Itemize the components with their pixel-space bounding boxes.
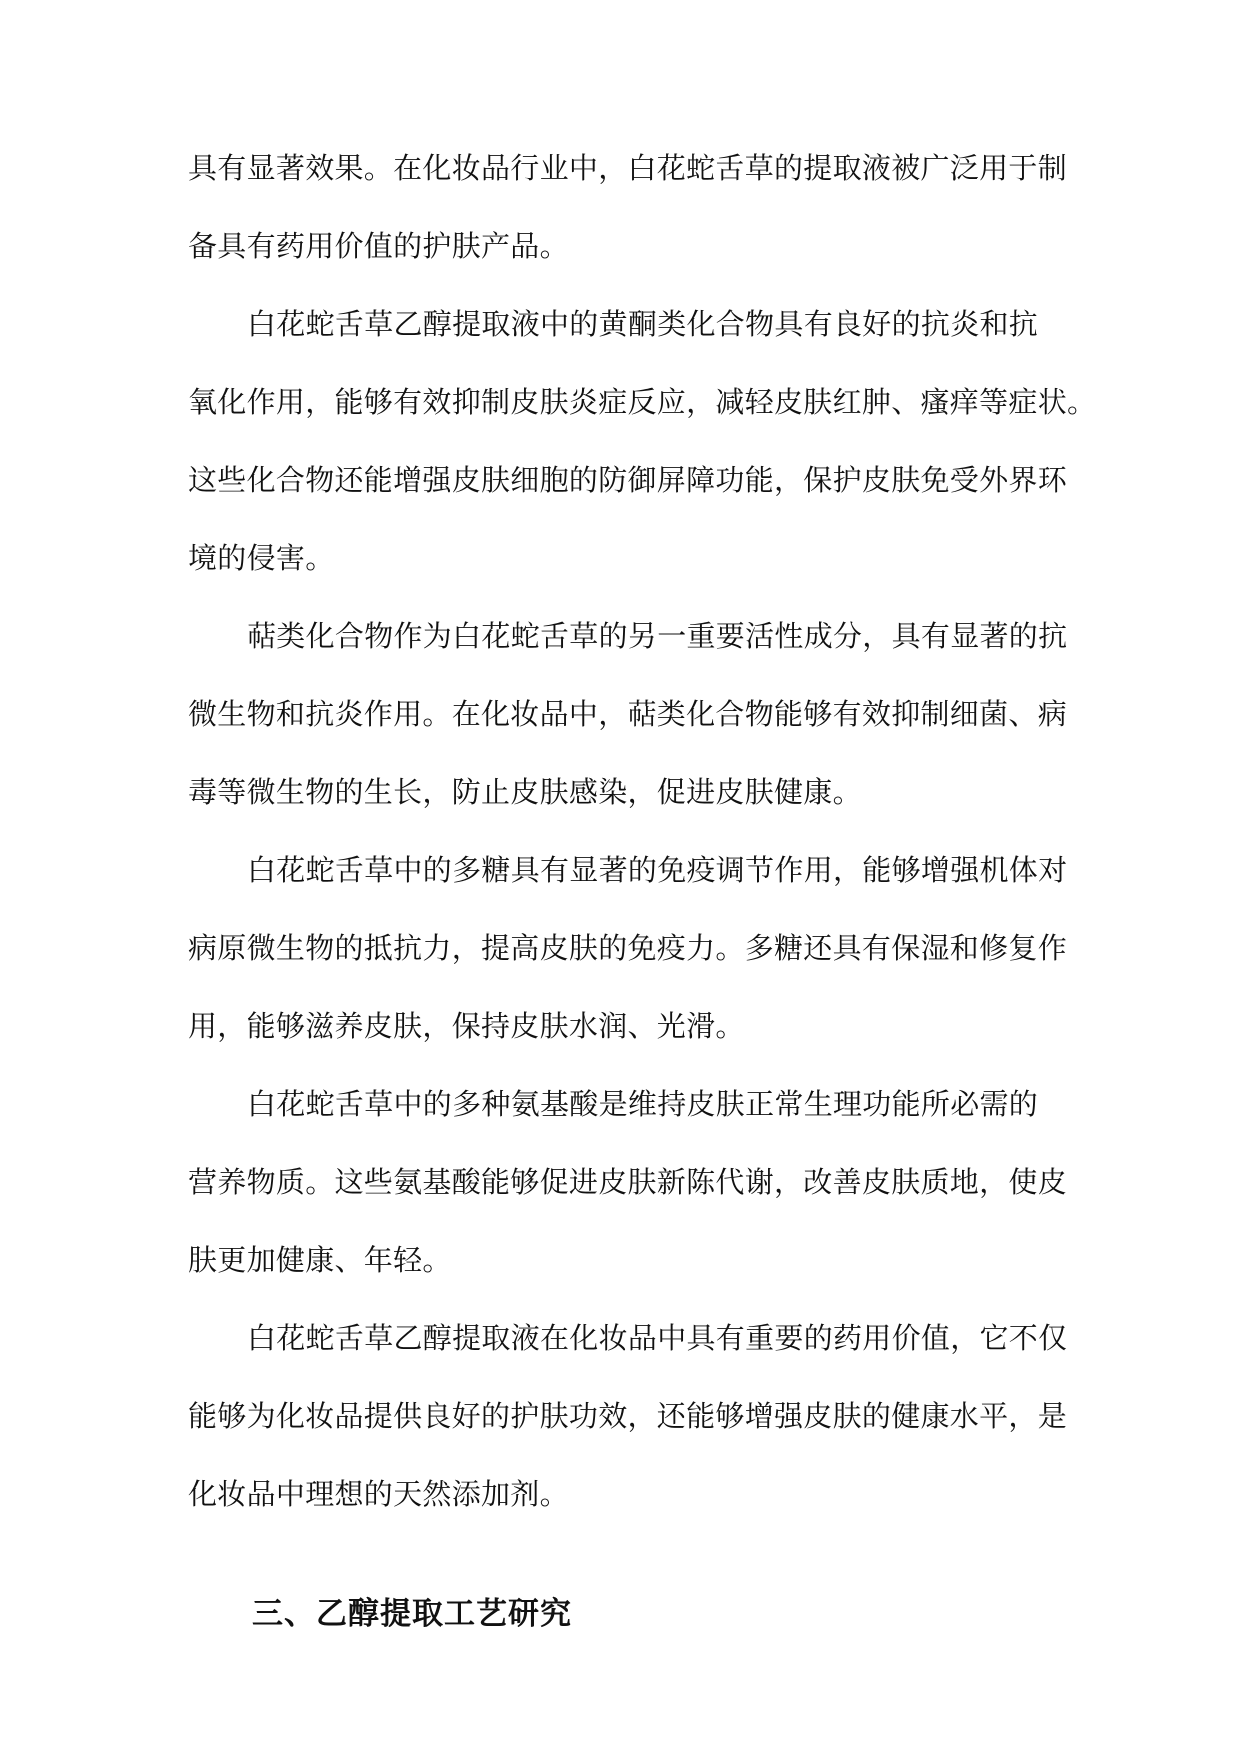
- text-line: 氧化作用，能够有效抑制皮肤炎症反应，减轻皮肤红肿、瘙痒等症状。: [188, 385, 1097, 419]
- text-line: 毒等微生物的生长，防止皮肤感染，促进皮肤健康。: [188, 775, 862, 809]
- text-line: 营养物质。这些氨基酸能够促进皮肤新陈代谢，改善皮肤质地，使皮: [188, 1165, 1068, 1199]
- text-line: 用，能够滋养皮肤，保持皮肤水润、光滑。: [188, 1009, 745, 1043]
- section-heading: 三、乙醇提取工艺研究: [252, 1596, 572, 1632]
- paragraph-first-line: 白花蛇舌草中的多种氨基酸是维持皮肤正常生理功能所必需的: [247, 1087, 1039, 1121]
- text-line: 化妆品中理想的天然添加剂。: [188, 1477, 569, 1511]
- paragraph-first-line: 萜类化合物作为白花蛇舌草的另一重要活性成分，具有显著的抗: [247, 619, 1068, 653]
- text-line: 具有显著效果。在化妆品行业中，白花蛇舌草的提取液被广泛用于制: [188, 151, 1068, 185]
- text-line: 备具有药用价值的护肤产品。: [188, 229, 569, 263]
- paragraph-first-line: 白花蛇舌草乙醇提取液中的黄酮类化合物具有良好的抗炎和抗: [247, 307, 1039, 341]
- text-line: 肤更加健康、年轻。: [188, 1243, 452, 1277]
- text-line: 病原微生物的抵抗力，提高皮肤的免疫力。多糖还具有保湿和修复作: [188, 931, 1068, 965]
- text-line: 能够为化妆品提供良好的护肤功效，还能够增强皮肤的健康水平，是: [188, 1399, 1068, 1433]
- paragraph-first-line: 白花蛇舌草中的多糖具有显著的免疫调节作用，能够增强机体对: [247, 853, 1068, 887]
- text-line: 这些化合物还能增强皮肤细胞的防御屏障功能，保护皮肤免受外界环: [188, 463, 1068, 497]
- text-line: 微生物和抗炎作用。在化妆品中，萜类化合物能够有效抑制细菌、病: [188, 697, 1068, 731]
- paragraph-first-line: 白花蛇舌草乙醇提取液在化妆品中具有重要的药用价值，它不仅: [247, 1321, 1068, 1355]
- text-line: 境的侵害。: [188, 541, 335, 575]
